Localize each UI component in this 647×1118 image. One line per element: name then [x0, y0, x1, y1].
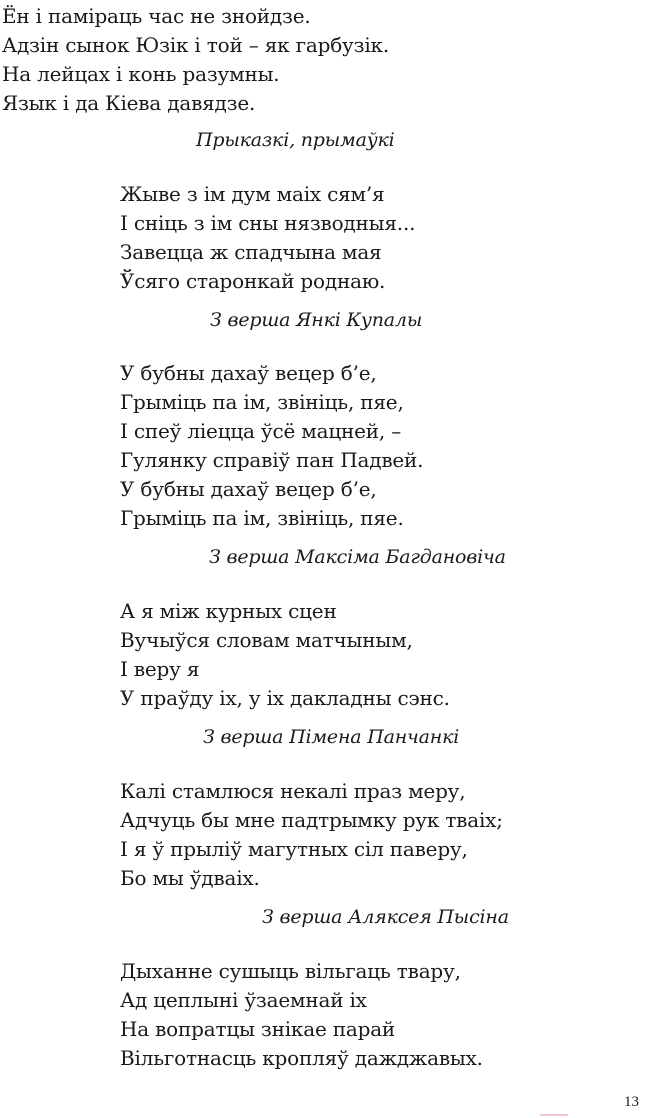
proverb-line: Адзін сынок Юзік і той – як гарбузік.: [2, 33, 389, 57]
poem-attribution-panchanka: З верша Пімена Панчанкі: [203, 726, 460, 748]
proverb-line: На лейцах і конь разумны.: [2, 62, 280, 86]
poem-kupala: [0, 180, 647, 296]
poem-panchanka: [0, 597, 647, 713]
poem-bahdanovich: [0, 359, 647, 533]
poem-line: І веру я: [120, 657, 200, 681]
proverb-line: Ён і паміраць час не знойдзе.: [2, 4, 311, 28]
poem-line: Ад цеплыні ўзаемнай іх: [120, 988, 367, 1012]
poem-attribution-bahdanovich: З верша Максіма Багдановіча: [209, 546, 506, 568]
poem-line: І спеў ліецца ўсё мацней, –: [120, 419, 402, 443]
poem-line: Ўсяго старонкай роднаю.: [120, 269, 386, 293]
poem-line: Адчуць бы мне падтрымку рук тваіх;: [120, 808, 503, 832]
proverb-line: Язык і да Кіева давядзе.: [2, 91, 256, 115]
poem-line: І сніць з ім сны нязводныя...: [120, 211, 416, 235]
poem-line: У бубны дахаў вецер б’е,: [120, 361, 377, 385]
poem-line: Завецца ж спадчына мая: [120, 240, 382, 264]
poem-line: А я між курных сцен: [120, 599, 337, 623]
poem-line: Гулянку справіў пан Падвей.: [120, 448, 424, 472]
poem-attribution-kupala: З верша Янкі Купалы: [210, 309, 423, 331]
poem-line: І я ў прыліў магутных сіл паверу,: [120, 837, 468, 861]
poem-final: [0, 957, 647, 1073]
poem-line: На вопратцы знікае парай: [120, 1017, 396, 1041]
poem-attribution-pysin: З верша Аляксея Пысіна: [262, 906, 509, 928]
proverbs-block: [0, 2, 647, 118]
poem-line: Калі стамлюся некалі праз меру,: [120, 779, 466, 803]
poem-line: Грыміць па ім, звініць, пяе.: [120, 506, 404, 530]
page-edge-mark: [540, 1114, 568, 1116]
poem-line: Жыве з ім дум маіх сям’я: [120, 182, 385, 206]
poem-line: Грыміць па ім, звініць, пяе,: [120, 390, 404, 414]
poem-line: У праўду іх, у іх дакладны сэнс.: [120, 686, 450, 710]
poem-line: Дыханне сушыць вільгаць твару,: [120, 959, 461, 983]
proverbs-attribution: Прыказкі, прымаўкі: [196, 129, 395, 151]
poem-line: Вучыўся словам матчыным,: [120, 628, 413, 652]
page-number: 13: [624, 1094, 639, 1110]
poem-line: Вільготнасць кропляў дажджавых.: [120, 1046, 483, 1070]
poem-pysin: [0, 777, 647, 893]
poem-line: Бо мы ўдваіх.: [120, 866, 260, 890]
poem-line: У бубны дахаў вецер б’е,: [120, 477, 377, 501]
